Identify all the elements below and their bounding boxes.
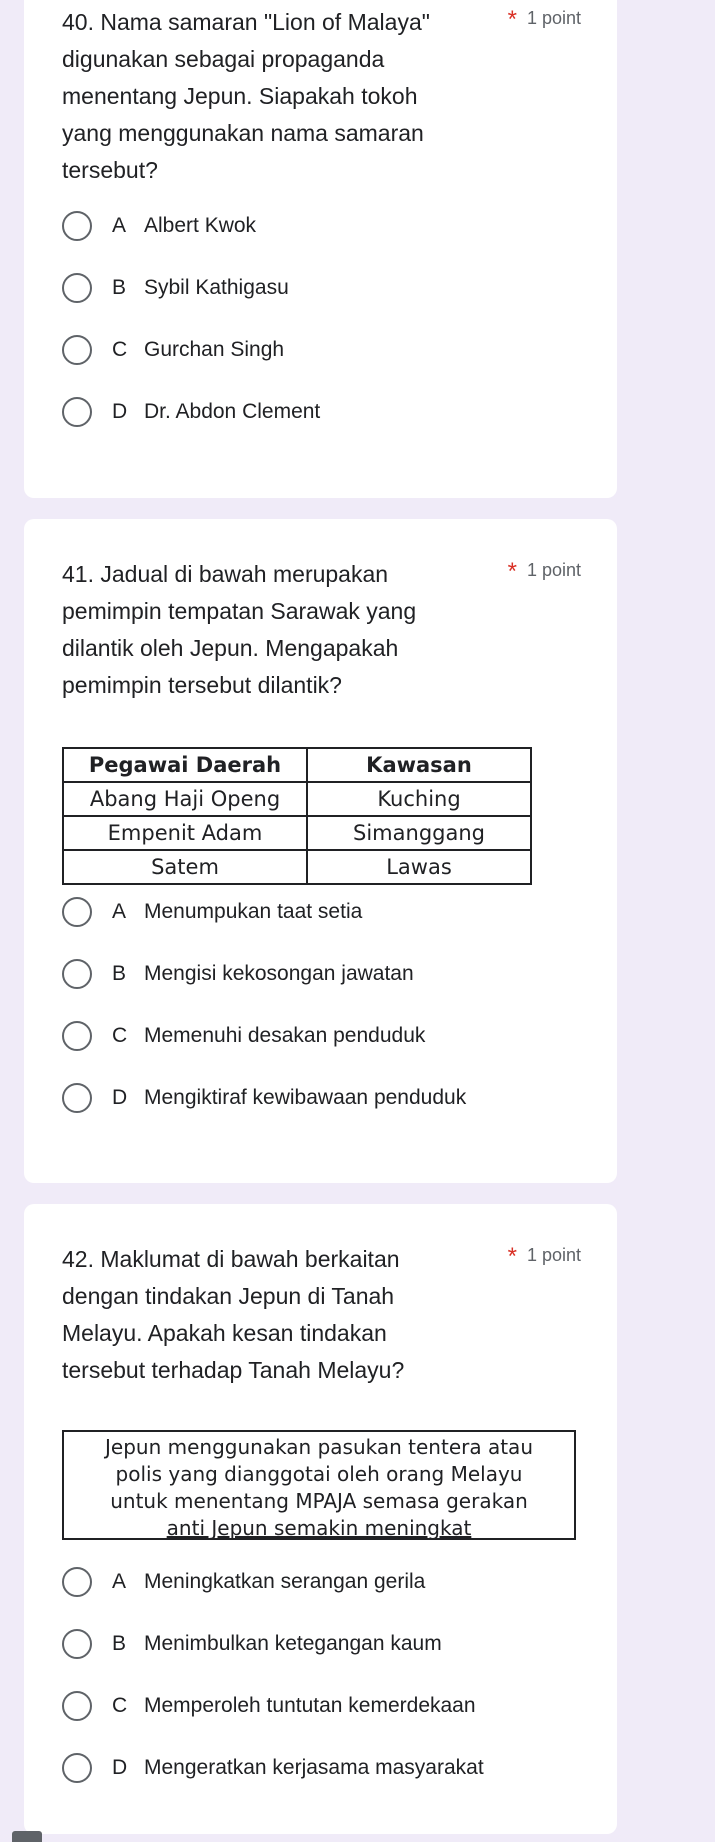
question-card-42 — [24, 1204, 617, 1834]
option-label: Mengisi kekosongan jawatan — [144, 962, 414, 985]
option-b[interactable] — [62, 1613, 597, 1675]
option-d[interactable] — [62, 381, 597, 443]
radio-button[interactable] — [62, 335, 92, 365]
option-label: Dr. Abdon Clement — [144, 400, 321, 423]
radio-button[interactable] — [62, 1567, 92, 1597]
option-b[interactable] — [62, 943, 597, 1005]
radio-button[interactable] — [62, 397, 92, 427]
scroll-indicator[interactable] — [12, 1831, 42, 1842]
options-list — [62, 881, 597, 1129]
option-label: Gurchan Singh — [144, 338, 285, 361]
option-letter: C — [112, 1024, 128, 1047]
question-card-41 — [24, 519, 617, 1183]
table-cell: Abang Haji Openg — [63, 782, 307, 816]
table-cell: Simanggang — [307, 816, 531, 850]
info-line: Jepun menggunakan pasukan tentera atau — [105, 1435, 533, 1459]
table-cell: Empenit Adam — [63, 816, 307, 850]
option-letter: B — [112, 962, 127, 985]
radio-button[interactable] — [62, 273, 92, 303]
question-header — [62, 4, 581, 189]
radio-button[interactable] — [62, 211, 92, 241]
option-a[interactable] — [62, 1551, 597, 1613]
question-title: 41. Jadual di bawah merupakan pemimpin tempatan Sarawak yang dilantik oleh Jepun. Mengapakah pemimpin tersebut dilantik? — [62, 561, 417, 698]
option-c[interactable] — [62, 1005, 597, 1067]
info-line: untuk menentang MPAJA semasa gerakan — [110, 1489, 528, 1513]
option-letter: B — [112, 276, 127, 299]
table-row — [63, 816, 531, 850]
question-points — [508, 6, 581, 34]
option-label: Meningkatkan serangan gerila — [144, 1570, 426, 1593]
option-d[interactable] — [62, 1737, 597, 1799]
option-letter: D — [112, 1086, 128, 1109]
leaders-table — [62, 747, 532, 885]
option-letter: A — [112, 1570, 127, 1593]
table-row — [63, 782, 531, 816]
radio-button[interactable] — [62, 1629, 92, 1659]
option-a[interactable] — [62, 195, 597, 257]
option-a[interactable] — [62, 881, 597, 943]
info-line: anti Jepun semakin meningkat — [166, 1516, 472, 1540]
table-cell: Kuching — [307, 782, 531, 816]
points-label: 1 point — [526, 1245, 581, 1265]
option-d[interactable] — [62, 1067, 597, 1129]
required-asterisk: * — [507, 1243, 517, 1270]
table-cell: Satem — [63, 850, 307, 884]
table-header-cell: Pegawai Daerah — [63, 748, 307, 782]
option-letter: A — [112, 214, 127, 237]
info-line: polis yang dianggotai oleh orang Melayu — [115, 1462, 523, 1486]
question-header — [62, 1241, 581, 1389]
option-letter: A — [112, 900, 127, 923]
option-letter: D — [112, 400, 128, 423]
radio-button[interactable] — [62, 897, 92, 927]
option-label: Memenuhi desakan penduduk — [144, 1024, 426, 1047]
option-label: Memperoleh tuntutan kemerdekaan — [144, 1694, 476, 1717]
table-row — [63, 850, 531, 884]
points-label: 1 point — [526, 8, 581, 28]
option-letter: C — [112, 338, 128, 361]
info-box — [62, 1430, 576, 1540]
option-label: Mengeratkan kerjasama masyarakat — [144, 1756, 484, 1779]
question-title: 42. Maklumat di bawah berkaitan dengan tindakan Jepun di Tanah Melayu. Apakah kesan tindakan tersebut terhadap Tanah Melayu? — [62, 1246, 405, 1383]
points-label: 1 point — [526, 560, 581, 580]
question-points — [508, 558, 581, 586]
option-b[interactable] — [62, 257, 597, 319]
question-points — [508, 1243, 581, 1271]
question-title: 40. Nama samaran "Lion of Malaya" digunakan sebagai propaganda menentang Jepun. Siapakah tokoh yang menggunakan nama samaran tersebut? — [62, 9, 430, 183]
option-label: Albert Kwok — [144, 214, 257, 237]
table-header-cell: Kawasan — [307, 748, 531, 782]
required-asterisk: * — [507, 558, 517, 585]
radio-button[interactable] — [62, 1753, 92, 1783]
option-label: Menimbulkan ketegangan kaum — [144, 1632, 442, 1655]
option-c[interactable] — [62, 1675, 597, 1737]
option-label: Sybil Kathigasu — [144, 276, 289, 299]
question-card-40 — [24, 0, 617, 498]
option-label: Mengiktiraf kewibawaan penduduk — [144, 1086, 467, 1109]
table-header-row — [63, 748, 531, 782]
radio-button[interactable] — [62, 1691, 92, 1721]
table-cell: Lawas — [307, 850, 531, 884]
option-c[interactable] — [62, 319, 597, 381]
radio-button[interactable] — [62, 959, 92, 989]
options-list — [62, 195, 597, 443]
radio-button[interactable] — [62, 1021, 92, 1051]
option-label: Menumpukan taat setia — [144, 900, 363, 923]
option-letter: B — [112, 1632, 127, 1655]
option-letter: D — [112, 1756, 128, 1779]
question-header — [62, 556, 581, 704]
options-list — [62, 1551, 597, 1799]
radio-button[interactable] — [62, 1083, 92, 1113]
option-letter: C — [112, 1694, 128, 1717]
required-asterisk: * — [507, 6, 517, 33]
